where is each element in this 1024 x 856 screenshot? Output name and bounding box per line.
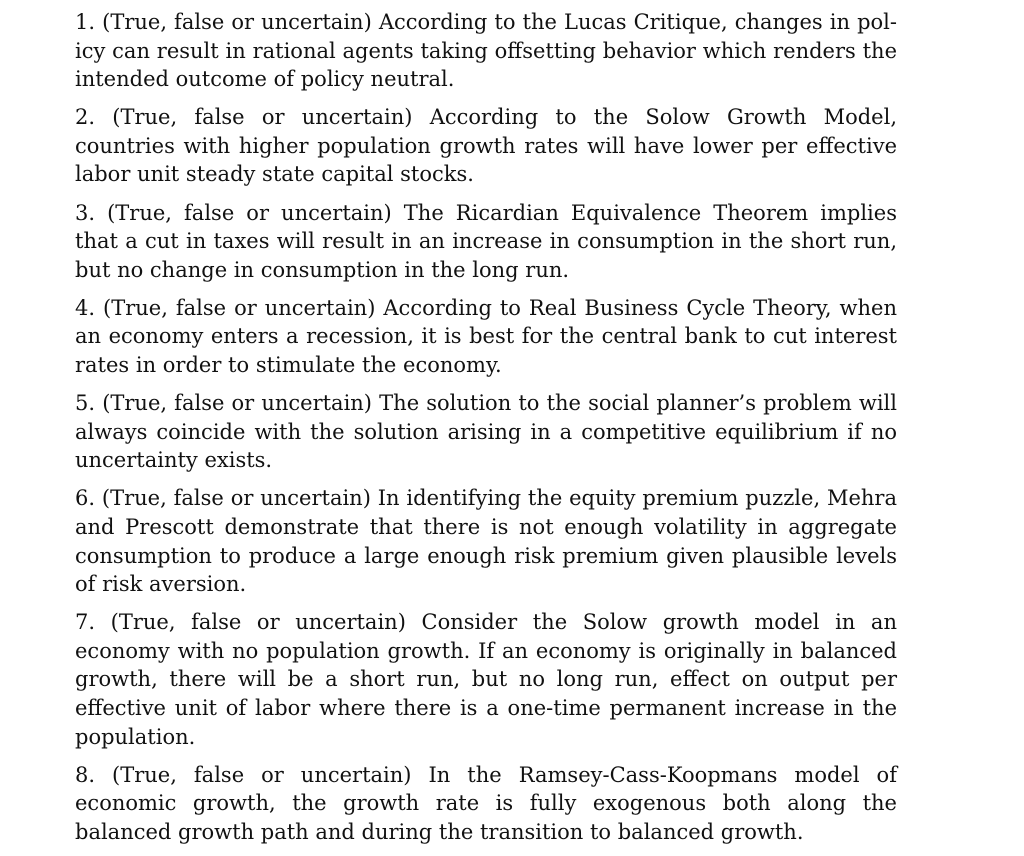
question-prefix: (True, false or uncertain)	[102, 391, 373, 416]
question-text: According to the Lucas Critique, changes in policy can result in rational agents taking offsetting behavior which renders the intended outcome of policy neutral.	[75, 10, 897, 92]
question-prefix: (True, false or uncertain)	[107, 200, 392, 225]
question-prefix: (True, false or uncertain)	[110, 610, 406, 635]
question-item	[75, 484, 897, 598]
question-prefix: (True, false or uncertain)	[102, 10, 372, 34]
question-item	[75, 389, 897, 475]
question-text: The Ricardian Equivalence Theorem implies that a cut in taxes will result in an increase in consumption in the short run, but no change in consumption in the long run.	[75, 200, 897, 282]
question-prefix: (True, false or uncertain)	[101, 486, 371, 511]
question-item	[75, 761, 897, 847]
question-number: 3.	[75, 200, 96, 225]
question-number: 2.	[75, 105, 96, 130]
question-text: The solution to the social planner’s problem will always coincide with the solution arising in a competitive equilibrium if no uncertainty exists.	[75, 391, 897, 473]
question-number: 6.	[75, 486, 96, 511]
question-text: In the Ramsey-Cass-Koopmans model of economic growth, the growth rate is fully exogenous both along the balanced growth path and during the transition to balanced growth.	[75, 762, 897, 844]
question-text: According to Real Business Cycle Theory, when an economy enters a recession, it is best for the central bank to cut interest rates in order to stimulate the economy.	[75, 295, 897, 378]
question-number: 5.	[75, 391, 96, 416]
question-item	[75, 608, 897, 751]
question-text: Consider the Solow growth model in an economy with no population growth. If an economy is originally in balanced growth, there will be a short run, but no long run, effect on output per effective unit of labor where there is a one-time permanent increase in the population.	[75, 610, 897, 749]
question-text: According to the Solow Growth Model, countries with higher population growth rates will have lower per effective labor unit steady state capital stocks.	[75, 105, 897, 187]
question-prefix: (True, false or uncertain)	[112, 105, 413, 130]
question-prefix: (True, false or uncertain)	[112, 762, 412, 787]
question-list	[75, 8, 897, 856]
question-prefix: (True, false or uncertain)	[103, 295, 376, 320]
question-item	[75, 103, 897, 189]
question-number: 1.	[75, 10, 96, 34]
question-number: 4.	[75, 295, 96, 320]
question-item	[75, 199, 897, 285]
question-item	[75, 8, 897, 94]
question-text: In identifying the equity premium puzzle, Mehra and Prescott demonstrate that there is not enough volatility in aggregate consumption to produce a large enough risk premium given plausible levels of risk aversion.	[75, 486, 897, 597]
question-number: 7.	[75, 610, 96, 635]
question-number: 8.	[75, 762, 96, 787]
question-item	[75, 294, 897, 380]
